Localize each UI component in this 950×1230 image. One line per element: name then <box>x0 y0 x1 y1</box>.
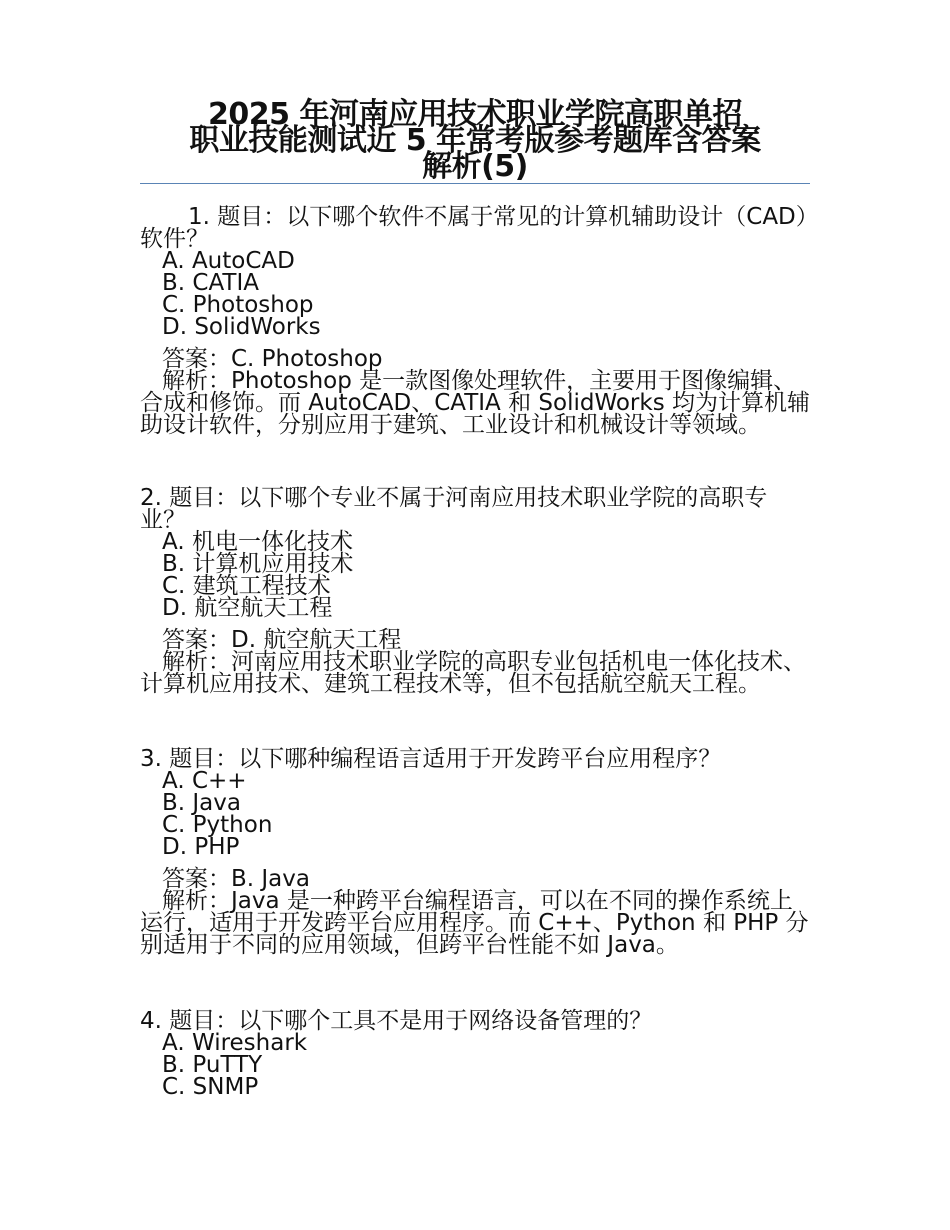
option-b: B. 计算机应用技术 <box>162 551 354 577</box>
option-d: D. PHP <box>162 834 240 860</box>
question-stem: 3. 题目：以下哪种编程语言适用于开发跨平台应用程序？ <box>140 746 722 772</box>
option-d: D. 航空航天工程 <box>162 595 333 621</box>
option-a: A. AutoCAD <box>162 248 295 274</box>
title-divider <box>140 183 810 184</box>
answer: 答案：B. Java <box>162 866 310 892</box>
question-2 <box>140 487 812 695</box>
option-c: C. Python <box>162 812 273 838</box>
title-line-2: 职业技能测试近 5 年常考版参考题库含答案 <box>189 123 761 158</box>
option-b: B. CATIA <box>162 270 259 296</box>
option-b: B. PuTTY <box>162 1052 263 1078</box>
option-a: A. Wireshark <box>162 1030 308 1056</box>
option-c: C. SNMP <box>162 1074 259 1100</box>
question-stem: 1. 题目：以下哪个软件不属于常见的计算机辅助设计（CAD）软件？ <box>140 204 808 252</box>
question-3 <box>140 748 812 956</box>
option-a: A. C++ <box>162 768 247 794</box>
question-1 <box>140 206 812 436</box>
answer: 答案：C. Photoshop <box>162 346 383 372</box>
document-title <box>140 97 810 184</box>
option-c: C. Photoshop <box>162 292 314 318</box>
explanation: 解析：Java 是一种跨平台编程语言，可以在不同的操作系统上运行，适用于开发跨平台应用程序。而 C++、Python 和 PHP 分别适用于不同的应用领域，但跨平台性能不如 Java。 <box>140 888 809 958</box>
option-d: D. SolidWorks <box>162 314 321 340</box>
question-stem: 2. 题目：以下哪个专业不属于河南应用技术职业学院的高职专业？ <box>140 485 768 533</box>
answer: 答案：D. 航空航天工程 <box>162 627 402 653</box>
explanation: 解析：河南应用技术职业学院的高职专业包括机电一体化技术、计算机应用技术、建筑工程技术等，但不包括航空航天工程。 <box>140 649 806 697</box>
explanation: 解析：Photoshop 是一款图像处理软件，主要用于图像编辑、合成和修饰。而 AutoCAD、CATIA 和 SolidWorks 均为计算机辅助设计软件，分别应用于建筑、工业设计和机械设计等领域。 <box>140 368 810 438</box>
question-stem: 4. 题目：以下哪个工具不是用于网络设备管理的？ <box>140 1008 653 1034</box>
title-line-1: 2025 年河南应用技术职业学院高职单招 <box>208 97 742 132</box>
option-c: C. 建筑工程技术 <box>162 573 331 599</box>
question-4 <box>140 1010 812 1098</box>
title-line-3: 解析(5) <box>422 149 528 184</box>
option-b: B. Java <box>162 790 241 816</box>
option-a: A. 机电一体化技术 <box>162 529 353 555</box>
